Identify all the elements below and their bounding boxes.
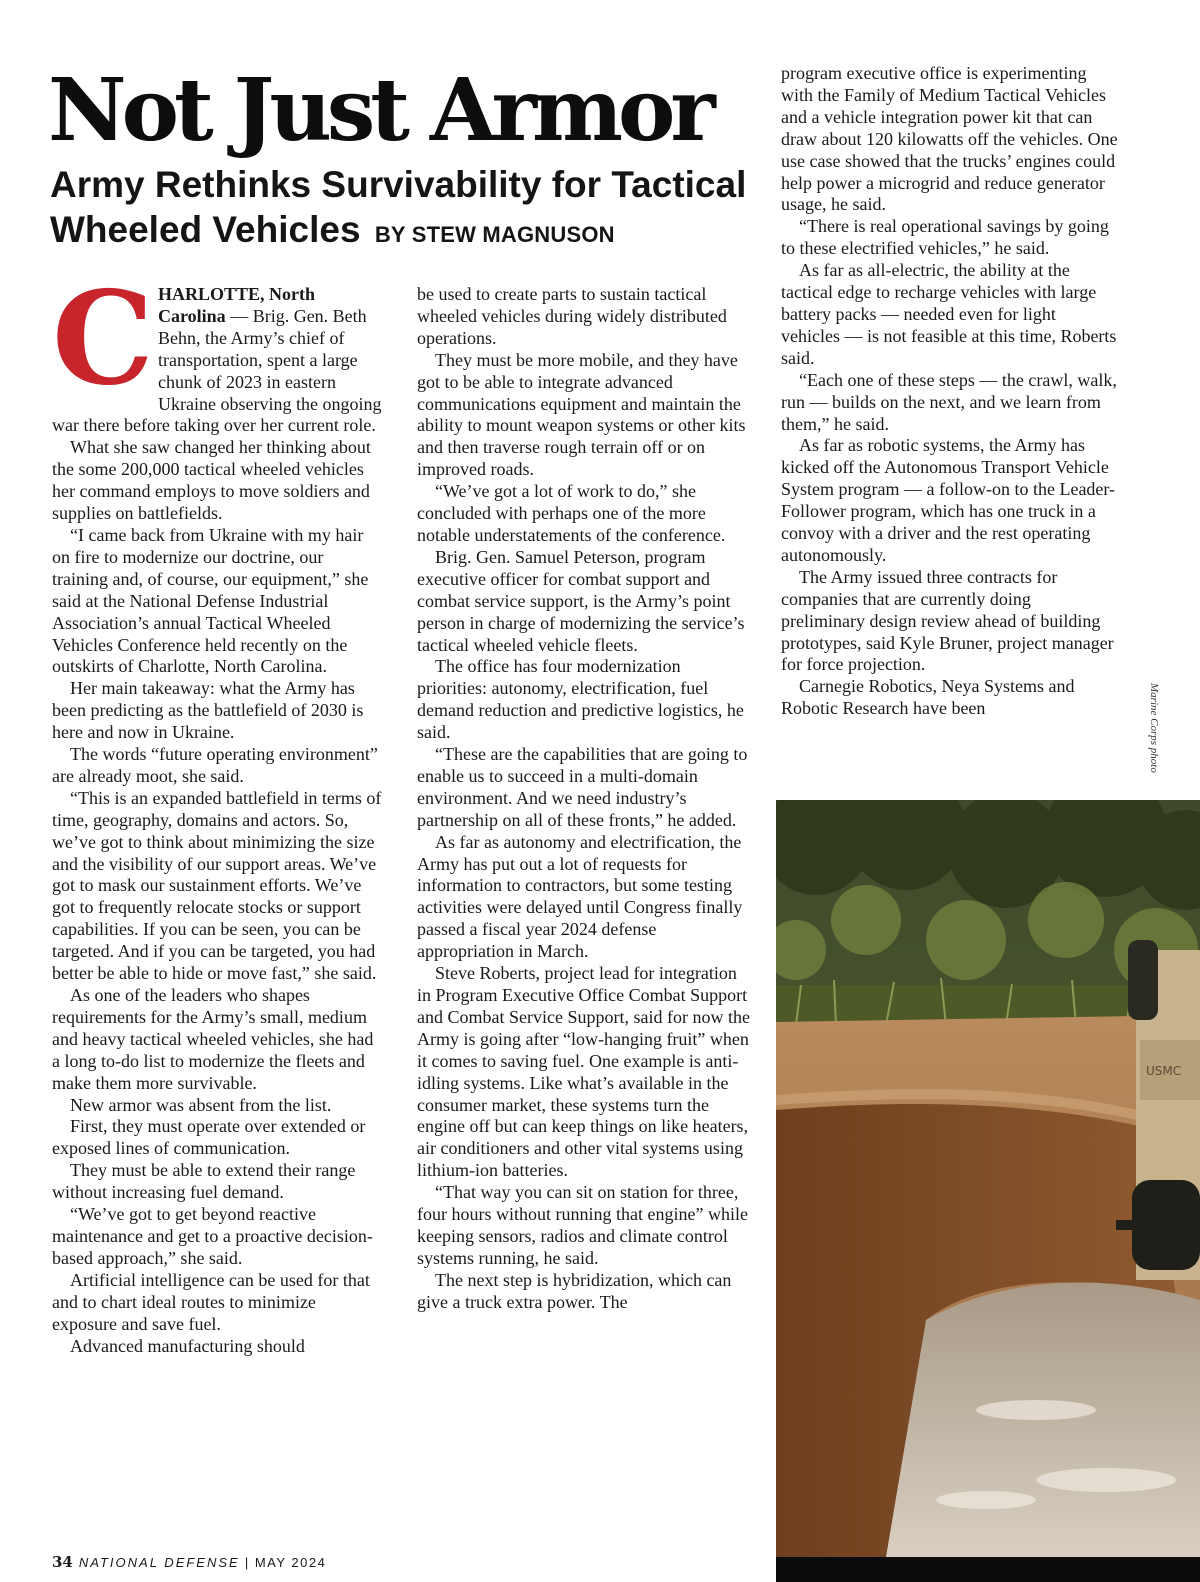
article-column-3 (781, 63, 1119, 720)
paragraph: “Each one of these steps — the crawl, walk, run — builds on the next, and we learn from them,” he said. (781, 369, 1117, 434)
paragraph: The Army issued three contracts for companies that are currently doing preliminary design review ahead of building prototypes, said Kyle Bruner, project manager for force projection. (781, 566, 1114, 675)
paragraph: As one of the leaders who shapes requirements for the Army’s small, medium and heavy tactical wheeled vehicles, she had a long to-do list to modernize the fleets and make them more survivable. (52, 985, 374, 1093)
paragraph: As far as autonomy and electrification, the Army has put out a lot of requests for information to contractors, but some testing activities were delayed until Congress finally passed a fiscal year 2024 defense appropriation in March. (417, 831, 743, 962)
paragraph: The words “future operating environment” are already moot, she said. (52, 744, 378, 786)
vehicle-marking: USMC (1146, 1064, 1182, 1078)
paragraph-continued: be used to create parts to sustain tactical wheeled vehicles during widely distributed operations. (417, 284, 727, 348)
issue-date: MAY 2024 (254, 1555, 327, 1570)
paragraph: Advanced manufacturing should (70, 1335, 305, 1356)
paragraph: “These are the capabilities that are going to enable us to succeed in a multi-domain environment. And we need industry’s partnership on all of these fronts,” he added. (417, 744, 748, 830)
byline: BY STEW MAGNUSON (374, 222, 615, 247)
headline: Not Just Armor (48, 60, 711, 161)
paragraph: “This is an expanded battlefield in terms of time, geography, domains and actors. So, we’ve got to think about minimizing the size and the visibility of our support areas. We’ve got to mask our sustainment efforts. We’ve got to frequently relocate stocks or support capabilities. If you can be seen, you can be targeted. And if you can be targeted, you had better be able to hide or move fast,” she said. (52, 787, 382, 984)
publication-name: NATIONAL DEFENSE (78, 1555, 240, 1570)
paragraph: New armor was absent from the list. (70, 1094, 332, 1115)
paragraph: What she saw changed her thinking about the some 200,000 tactical wheeled vehicles her command employs to move soldiers and supplies on battlefields. (52, 437, 371, 524)
paragraph: The next step is hybridization, which can give a truck extra power. The (417, 1269, 732, 1312)
page-number: 34 (52, 1553, 73, 1571)
article-photo (776, 800, 1200, 1557)
lead-text: — Brig. Gen. Beth Behn, the Army’s chief of transportation, spent a large chunk of 2023 in eastern Ukraine observing the ongoing war there before taking over her current role. (52, 305, 382, 436)
paragraph: “That way you can sit on station for three, four hours without running that engine” while keeping sensors, radios and climate control systems running, he said. (417, 1182, 748, 1268)
paragraph: As far as all-electric, the ability at the tactical edge to recharge vehicles with large battery packs — needed even for light vehicles — is not feasible at this time, Roberts said. (781, 260, 1117, 368)
paragraph: “We’ve got to get beyond reactive maintenance and get to a proactive decision-based approach,” she said. (52, 1204, 373, 1268)
dateline: HARLOTTE, North Carolina (158, 284, 316, 326)
paragraph: Artificial intelligence can be used for that and to chart ideal routes to minimize exposure and save fuel. (52, 1269, 370, 1334)
paragraph: “I came back from Ukraine with my hair on fire to modernize our doctrine, our training and, of course, our equipment,” she said at the National Defense Industrial Association’s annual Tactical Wheeled Vehicles Conference held recently on the outskirts of Charlotte, North Carolina. (52, 524, 369, 677)
paragraph: The office has four modernization priorities: autonomy, electrification, fuel demand reduction and predictive logistics, he said. (417, 656, 744, 743)
paragraph: They must be able to extend their range without increasing fuel demand. (52, 1160, 356, 1203)
paragraph: As far as robotic systems, the Army has kicked off the Autonomous Transport Vehicle System program — a follow-on to the Leader-Follower program, which has one truck in a convoy with a driver and the rest operating autonomously. (781, 435, 1116, 565)
paragraph: Brig. Gen. Samuel Peterson, program executive officer for combat support and combat service support, is the Army’s point person in charge of modernizing the service’s tactical wheeled vehicle fleets. (417, 546, 745, 655)
photo-illustration (776, 800, 1200, 1557)
paragraph: Steve Roberts, project lead for integration in Program Executive Office Combat Support and Combat Service Support, said for now the Army is going after “low-hanging fruit” when it comes to saving fuel. One example is anti-idling systems. Like what’s available in the consumer market, these systems turn the engine off but can keep things on like heaters, air conditioners and other vital systems using lithium-ion batteries. (417, 963, 750, 1181)
paragraph: First, they must operate over extended or exposed lines of communication. (52, 1116, 366, 1159)
page-footer (52, 1553, 326, 1571)
paragraph-continued: program executive office is experimenting with the Family of Medium Tactical Vehicles and a vehicle integration power kit that can draw about 120 kilowatts off the vehicles. One use case showed that the trucks’ engines could help power a microgrid and reduce generator usage, he said. (781, 63, 1118, 215)
paragraph: They must be more mobile, and they have got to be able to integrate advanced communications equipment and maintain the ability to mount weapon systems or other kits and then traverse rough terrain off or on improved roads. (417, 349, 746, 480)
photo-credit: Marine Corps photo (1148, 683, 1160, 773)
paragraph: Carnegie Robotics, Neya Systems and Robotic Research have been (781, 676, 1075, 719)
article-column-2 (417, 284, 755, 1314)
article-column-1 (52, 264, 382, 1357)
drop-cap: C (52, 264, 154, 414)
deck-subtitle (50, 162, 750, 257)
paragraph: “There is real operational savings by going to these electrified vehicles,” he said. (781, 216, 1109, 259)
paragraph: “We’ve got a lot of work to do,” she concluded with perhaps one of the more notable understatements of the conference. (417, 481, 726, 545)
footer-separator: | (244, 1555, 250, 1570)
paragraph: Her main takeaway: what the Army has been predicting as the battlefield of 2030 is here and now in Ukraine. (52, 678, 364, 743)
photo-bottom-bar (776, 1557, 1200, 1582)
deck-text: Army Rethinks Survivability for Tactical Wheeled Vehicles (50, 164, 747, 250)
